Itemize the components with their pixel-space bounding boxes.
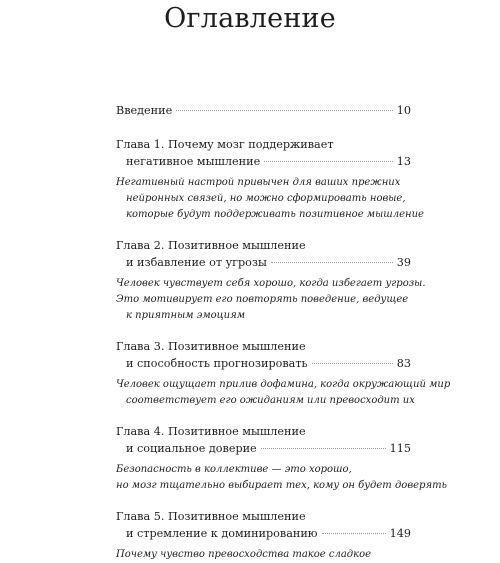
- dot-leader: [322, 533, 386, 534]
- description-line: к приятным эмоциям: [126, 309, 245, 321]
- toc-entry-chapter-5[interactable]: [116, 508, 411, 563]
- chapter-title-line2: и способность прогнозировать: [126, 357, 308, 370]
- chapter-title-line1: Глава 3. Позитивное мышление: [116, 339, 306, 353]
- chapter-description: [116, 175, 424, 223]
- chapter-description: [116, 462, 448, 494]
- toc-entry-chapter-1[interactable]: [116, 136, 424, 223]
- chapter-description: [116, 276, 426, 324]
- toc-entry-chapter-3[interactable]: [116, 338, 451, 409]
- description-line: Негативный настрой привычен для ваших прежних: [116, 176, 401, 188]
- description-line: Безопасность в коллективе — это хорошо,: [116, 463, 352, 475]
- toc-page-number: 149: [389, 527, 411, 540]
- dot-leader: [176, 110, 393, 111]
- table-of-contents: [116, 102, 451, 563]
- description-line: нейронных связей, но можно сформировать новые,: [126, 192, 406, 204]
- dot-leader: [264, 161, 393, 162]
- toc-page-number: 13: [396, 155, 411, 168]
- toc-page-number: 115: [389, 442, 411, 455]
- toc-page-number: 39: [396, 256, 411, 269]
- chapter-description: [116, 547, 411, 563]
- description-line: Это мотивирует его повторять поведение, ведущее: [116, 293, 409, 305]
- page-title: Оглавление: [164, 3, 336, 34]
- chapter-title-line1: Глава 1. Почему мозг поддерживает: [116, 137, 334, 151]
- chapter-title-line1: Глава 5. Позитивное мышление: [116, 509, 306, 523]
- toc-entry-chapter-2[interactable]: [116, 237, 426, 324]
- description-line: Человек чувствует себя хорошо, когда избегает угрозы.: [116, 277, 426, 289]
- dot-leader: [312, 363, 393, 364]
- toc-entry-intro[interactable]: [116, 102, 411, 120]
- chapter-title-line1: Глава 4. Позитивное мышление: [116, 424, 306, 438]
- chapter-title-line2: и избавление от угрозы: [126, 256, 267, 269]
- chapter-title-line2: негативное мышление: [126, 155, 261, 168]
- dot-leader: [271, 262, 393, 263]
- toc-entry-chapter-4[interactable]: [116, 423, 448, 494]
- description-line: которые будут поддерживать позитивное мышление: [126, 208, 424, 220]
- dot-leader: [261, 448, 386, 449]
- chapter-title-line2: и стремление к доминированию: [126, 527, 318, 540]
- description-line: но мозг тщательно выбирает тех, кому он будет доверять: [116, 479, 448, 491]
- chapter-title-line2: и социальное доверие: [126, 442, 257, 455]
- chapter-title-line1: Глава 2. Позитивное мышление: [116, 238, 306, 252]
- description-line: Человек ощущает прилив дофамина, когда окружающий мир: [116, 378, 451, 390]
- toc-page-number: 83: [396, 357, 411, 370]
- description-line: соответствует его ожиданиям или превосходит их: [126, 394, 415, 406]
- chapter-description: [116, 377, 451, 409]
- toc-entry-label: Введение: [116, 104, 173, 117]
- description-line: Почему чувство превосходства такое сладкое: [116, 548, 372, 560]
- toc-page-number: 10: [396, 104, 411, 117]
